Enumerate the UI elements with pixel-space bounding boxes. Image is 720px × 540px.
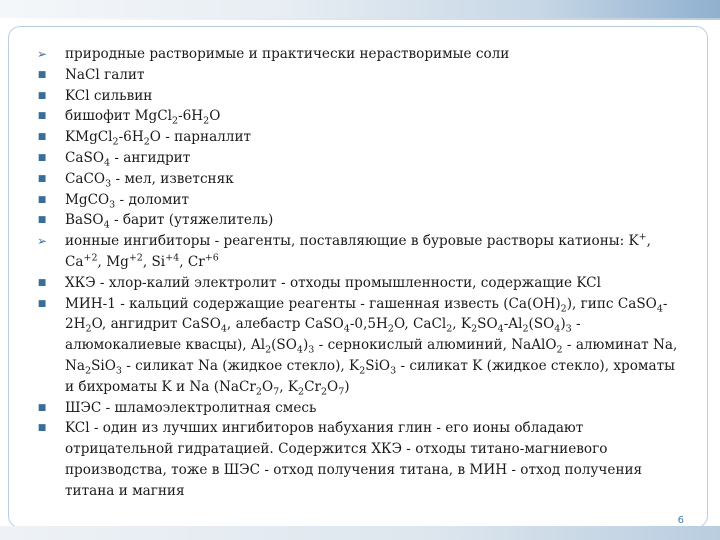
bullet-text: $KMgCl_2-6H_2O$ - парналлит — [65, 129, 252, 148]
bullet-item — [36, 44, 686, 65]
square-bullet-icon: ■ — [37, 132, 47, 143]
bullet-text: NaCl галит — [65, 66, 145, 83]
bullet-text: CaSO$_4$ - ангидрит — [65, 149, 191, 169]
bullet-text: CaCO$_3$ - мел, изветсняк — [65, 170, 234, 190]
bullet-text: BaSO$_4$ - барит (утяжелитель) — [65, 212, 274, 232]
bullet-text: ХКЭ - хлор-калий электролит - отходы промышленности, содержащие KCl — [65, 274, 601, 291]
arrow-bullet-icon: ➢ — [36, 234, 48, 249]
bullet-item — [36, 148, 686, 169]
bullet-text: KCl - один из лучших ингибиторов набухания глин - его ионы обладают отрицательной гидратацией. Содержится ХКЭ - отходы титано-магниевого производства, тоже в ШЭС - отход получения титана, в МИН - отход получения титана и магния — [65, 420, 643, 499]
bullet-item — [36, 398, 686, 419]
bullet-text: ШЭС - шламоэлектролитная смесь — [65, 399, 317, 416]
square-bullet-icon: ■ — [37, 423, 47, 434]
bullet-item — [36, 190, 686, 211]
bullet-item — [36, 106, 686, 127]
bullet-item — [36, 294, 686, 398]
square-bullet-icon: ■ — [37, 152, 47, 163]
square-bullet-icon: ■ — [37, 173, 47, 184]
bullet-item — [36, 210, 686, 231]
bullet-text: KCl сильвин — [65, 87, 153, 104]
bullet-item — [36, 418, 686, 501]
bullet-text: ионные ингибиторы - реагенты, поставляющие в буровые растворы катионы: K+, $Ca^{+2}$, $Mg^{+2}$, $Si^{+4}$, $Cr^{+6}$ — [65, 231, 651, 270]
bullet-text: природные растворимые и практически нерастворимые соли — [65, 46, 510, 62]
page-number: 6 — [677, 515, 684, 526]
square-bullet-icon: ■ — [37, 215, 47, 226]
arrow-bullet-icon: ➢ — [36, 47, 48, 61]
bullet-item — [36, 127, 686, 148]
bullet-text: MgCO$_3$ - доломит — [65, 191, 189, 211]
slide-content — [36, 44, 686, 502]
bullet-text: бишофит $MgCl_2-6H_2O$ — [65, 108, 221, 128]
square-bullet-icon: ■ — [37, 90, 47, 101]
top-decor-bar — [0, 0, 720, 18]
square-bullet-icon: ■ — [37, 69, 47, 80]
square-bullet-icon: ■ — [37, 298, 47, 309]
bullet-item — [36, 273, 686, 294]
bullet-text: МИН-1 - кальций содержащие реагенты - гашенная известь $(Ca(OH)_2)$, гипс $CaSO_4-2H_2O$, ангидрит CaSO$_4$, алебастр $CaSO_4-0,5H_2O$, CaCl$_2$, $K_2SO_4-Al_2(SO_4)_3$ - алюмокалиевые квасцы), $Al_2(SO_4)_3$ - сернокислый алюминий, NaAlO$_2$ - алюминат Na, $Na_2SiO_3$ - силикат Na (жидкое стекло), $K_2SiO_3$ - силикат K (жидкое стекло), хроматы и бихроматы K и Na ($NaCr_2O_7$, $K_2Cr_2O_7$) — [65, 295, 678, 398]
square-bullet-icon: ■ — [37, 402, 47, 413]
bullet-item — [36, 86, 686, 107]
square-bullet-icon: ■ — [37, 194, 47, 205]
bullet-list — [36, 44, 686, 502]
square-bullet-icon: ■ — [37, 277, 47, 288]
bottom-decor-bar — [0, 526, 720, 540]
bullet-item — [36, 231, 686, 273]
bullet-item — [36, 65, 686, 86]
square-bullet-icon: ■ — [37, 111, 47, 122]
bullet-item — [36, 169, 686, 190]
